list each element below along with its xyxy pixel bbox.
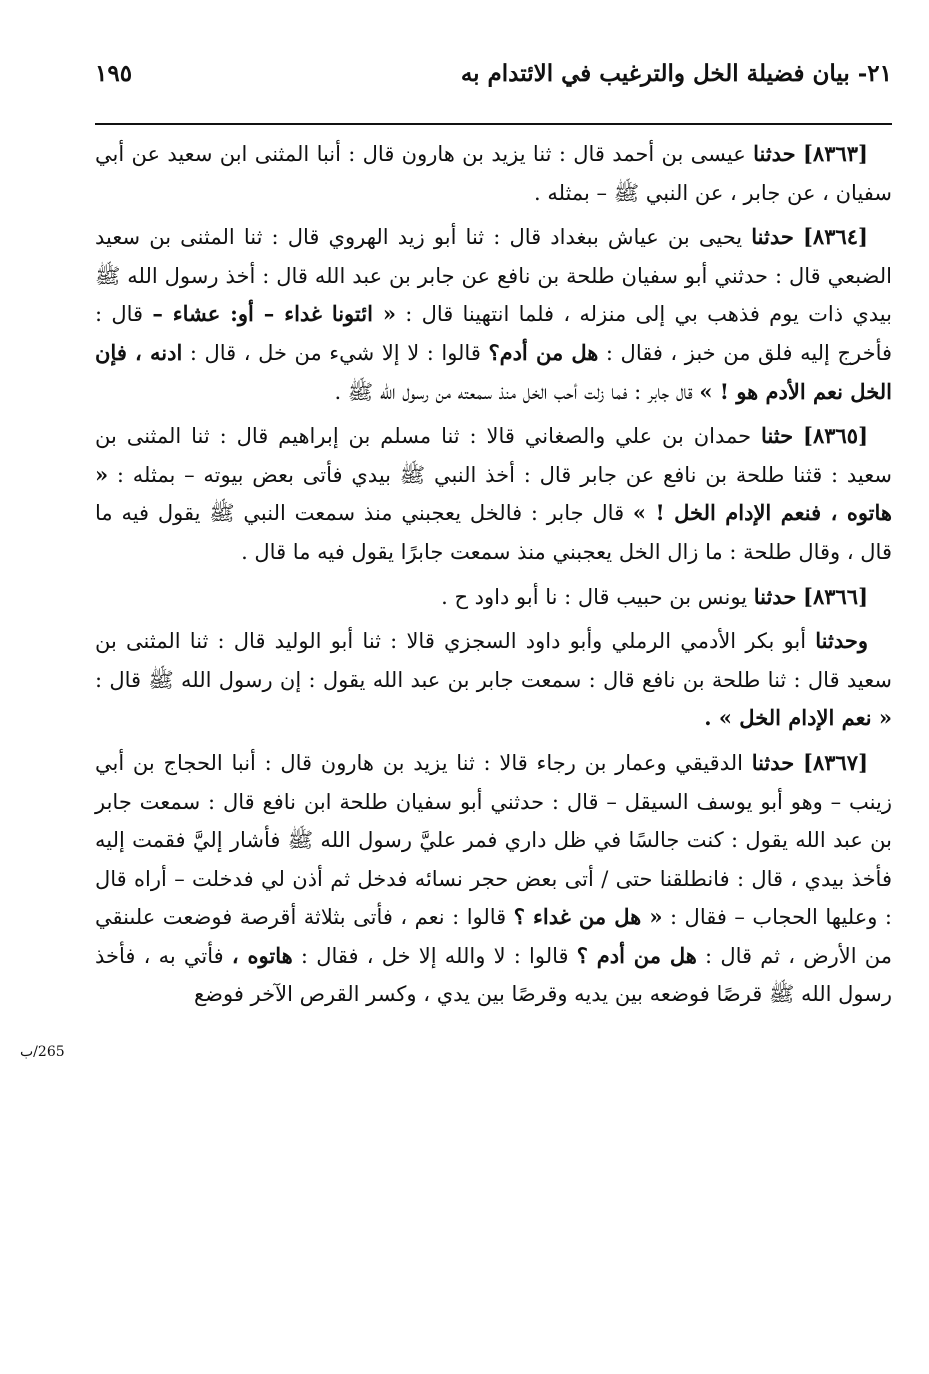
hadith-number: [٨٣٦٣] — [802, 141, 868, 166]
prophetic-quote: « نعم الإدام الخل » . — [704, 705, 892, 731]
hadith-text: قال : فأخرج إليه فلق من خبز ، فقال : — [95, 302, 893, 365]
prophetic-quote: « ائتونا غداء – أو: عشاء – — [152, 301, 396, 327]
hadith-number: [٨٣٦٧] — [803, 749, 868, 775]
hadith-text: قالوا : لا إلا شيء من خل ، قال : — [182, 340, 489, 365]
hadith-number: [٨٣٦٥] — [803, 423, 868, 449]
hadith-8365 — [95, 417, 892, 571]
hadith-text: قال جابر : فالخل يعجبني منذ سمعت النبي ﷺ يقول فيه ما قال ، وقال طلحة : ما زال الخل يعجبني منذ سمعت جابرًا يقول فيه ما قال . — [95, 501, 892, 564]
hadith-number: [٨٣٦٤] — [802, 224, 868, 250]
hadith-text: أبو بكر الأدمي الرملي وأبو داود السجزي قالا : ثنا أبو الوليد قال : ثنا المثنى بن سعيد قال : ثنا طلحة بن نافع قال : سمعت جابر بن عبد الله يقول : إن رسول الله ﷺ قال : — [95, 629, 892, 692]
narration-lead: حدثنا — [753, 141, 796, 166]
narration-lead: حدثنا — [753, 583, 797, 609]
page-header — [95, 60, 892, 100]
prophetic-quote: « هاتوه ، فنعم الإدام الخل ! » — [95, 461, 892, 526]
page-body — [95, 135, 892, 1020]
narration-lead: حدثنا — [751, 224, 794, 250]
hadith-text: قالوا : نعم ، فأتى بثلاثة أقرصة فوضعت علىنقي من الأرض ، ثم قال : — [95, 905, 893, 968]
hadith-text: الدقيقي وعمار بن رجاء قالا : ثنا يزيد بن هارون قال : أنبا الحجاج بن أبي زينب – وهو أبو يوسف السيقل – قال : حدثني أبو سفيان طلحة ابن نافع قال : سمعت جابر بن عبد الله يقول : كنت جالسًا في ظل داري فمر عليَّ رسول الله ﷺ فأشار إليَّ فقمت إليه فأخذ بيدي ، قال : فانطلقنا حتى / أتى بعض حجر نسائه فدخل ثم أذن لي فدخلت – أراه قال : وعليها الحجاب – فقال : — [95, 750, 892, 930]
manuscript-folio-note: 265/ب — [20, 1044, 65, 1060]
narration-lead: حثنا — [761, 423, 794, 449]
hadith-8363 — [95, 135, 892, 212]
hadith-8364 — [95, 218, 892, 411]
page-number: ١٩٥ — [95, 60, 133, 87]
hadith-text: عيسى بن أحمد قال : ثنا يزيد بن هارون قال : أنبا المثنى ابن سعيد عن أبي سفيان ، عن جابر ، عن النبي ﷺ – بمثله . — [95, 142, 892, 205]
hadith-text: فأتي به ، فأخذ رسول الله ﷺ قرصًا فوضعه بين يديه وقرصًا بين يدي ، وكسر القرص الآخر فوضع — [95, 943, 892, 1007]
narration-lead: حدثنا — [751, 749, 795, 775]
prophetic-quote: « هل من غداء ؟ — [513, 904, 663, 930]
narration-lead: وحدثنا — [815, 628, 868, 654]
prophetic-quote: هل من أدم؟ — [488, 339, 599, 365]
header-rule — [95, 123, 892, 125]
hadith-text: يونس بن حبيب قال : نا أبو داود ح . — [441, 584, 754, 609]
hadith-number: [٨٣٦٦] — [803, 583, 868, 609]
hadith-text: قالوا : لا والله إلا خل ، فقال : — [292, 943, 577, 968]
hadith-8367 — [95, 744, 892, 1014]
hadith-8366 — [95, 578, 892, 617]
hadith-text: حمدان بن علي والصغاني قالا : ثنا مسلم بن إبراهيم قال : ثنا المثنى بن سعيد : قثنا طلحة بن نافع عن جابر قال : أخذ النبي ﷺ بيدي فأتى بعض بيوته – بمثله : — [95, 424, 892, 487]
chapter-title: ٢١- بيان فضيلة الخل والترغيب في الائتدام به — [460, 60, 892, 87]
hadith-text: قال جابر : فما زلت أحب الخل منذ سمعته من رسول الله ﷺ . — [334, 379, 700, 404]
prophetic-quote: ادنه ، فإن الخل نعم الأدم هو ! » — [95, 339, 892, 404]
hadith-text: يحيى بن عياش ببغداد قال : ثنا أبو زيد الهروي قال : ثنا المثنى بن سعيد الضبعي قال : حدثني أبو سفيان طلحة بن نافع عن جابر بن عبد الله قال : أخذ رسول الله ﷺ بيدي ذات يوم فذهب بي إلى منزله ، فلما انتهينا قال : — [95, 225, 892, 327]
hadith-8366-second-chain — [95, 622, 892, 738]
prophetic-quote: هاتوه ، — [231, 942, 293, 968]
prophetic-quote: هل من أدم ؟ — [576, 942, 697, 968]
